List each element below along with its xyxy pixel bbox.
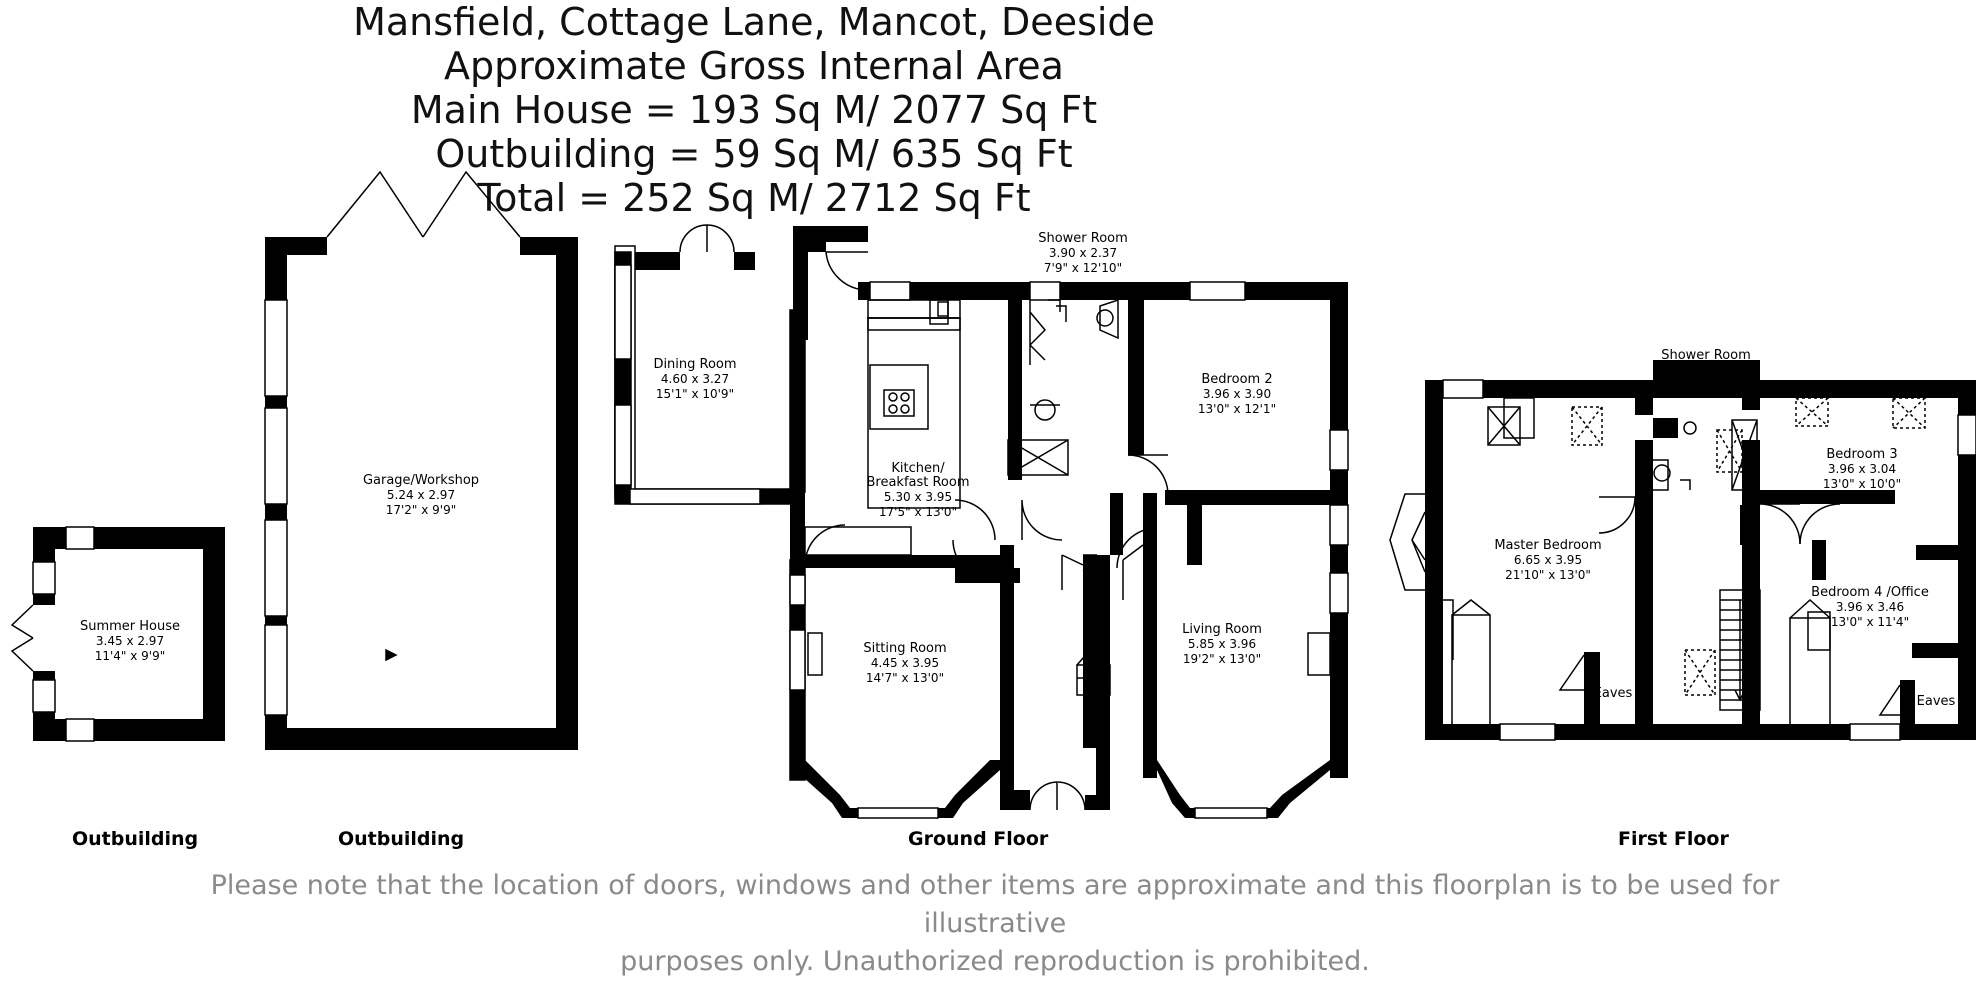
shower-ff-imperial: 7'9" x 4'11" <box>1670 378 1742 392</box>
first-floor-plan <box>1390 360 1976 740</box>
shower-gf-metric: 3.90 x 2.37 <box>1048 246 1118 260</box>
dining-name: Dining Room <box>653 357 737 372</box>
garage-metric: 5.24 x 2.97 <box>386 488 456 502</box>
bedroom4-name: Bedroom 4 /Office <box>1811 585 1929 600</box>
area-heading: Approximate Gross Internal Area <box>444 44 1064 88</box>
kitchen-name2: Breakfast Room <box>866 475 970 490</box>
bedroom4-imperial: 13'0" x 11'4" <box>1830 615 1910 629</box>
dining-imperial: 15'1" x 10'9" <box>655 387 735 401</box>
bedroom2-imperial: 13'0" x 12'1" <box>1197 402 1277 416</box>
total-area: Total = 252 Sq M/ 2712 Sq Ft <box>477 176 1031 220</box>
master-name: Master Bedroom <box>1494 538 1602 553</box>
kitchen-imperial: 17'5" x 13'0" <box>878 505 958 519</box>
kitchen-metric: 5.30 x 3.95 <box>883 490 953 504</box>
first-floor-label: First Floor <box>1618 828 1729 850</box>
sitting-imperial: 14'7" x 13'0" <box>865 671 945 685</box>
disclaimer-line-2: purposes only. Unauthorized reproduction is prohibited. <box>620 946 1370 977</box>
bedroom2-metric: 3.96 x 3.90 <box>1202 387 1272 401</box>
summer-house-imperial: 11'4" x 9'9" <box>94 649 166 663</box>
garage-imperial: 17'2" x 9'9" <box>385 503 457 517</box>
main-house-area: Main House = 193 Sq M/ 2077 Sq Ft <box>410 88 1098 132</box>
master-metric: 6.65 x 3.95 <box>1513 553 1583 567</box>
disclaimer <box>150 867 1840 981</box>
garage-name: Garage/Workshop <box>362 473 480 488</box>
kitchen-name: Kitchen/ <box>891 461 945 476</box>
sitting-name: Sitting Room <box>863 641 947 656</box>
bedroom2-name: Bedroom 2 <box>1201 372 1273 387</box>
bedroom3-metric: 3.96 x 3.04 <box>1827 462 1897 476</box>
living-imperial: 19'2" x 13'0" <box>1182 652 1262 666</box>
property-address: Mansfield, Cottage Lane, Mancot, Deeside <box>353 0 1155 44</box>
ground-floor-label: Ground Floor <box>908 828 1049 850</box>
summer-house-metric: 3.45 x 2.97 <box>95 634 165 648</box>
garage-plan <box>265 172 578 750</box>
bedroom4-metric: 3.96 x 3.46 <box>1835 600 1905 614</box>
shower-ff-name: Shower Room <box>1661 348 1751 363</box>
bedroom3-name: Bedroom 3 <box>1826 447 1898 462</box>
sitting-metric: 4.45 x 3.95 <box>870 656 940 670</box>
dining-metric: 4.60 x 3.27 <box>660 372 730 386</box>
outbuilding-area: Outbuilding = 59 Sq M/ 635 Sq Ft <box>435 132 1073 176</box>
master-imperial: 21'10" x 13'0" <box>1505 568 1591 582</box>
shower-gf-imperial: 7'9" x 12'10" <box>1043 261 1123 275</box>
outbuilding-1-label: Outbuilding <box>72 828 199 850</box>
eaves-1-label: Eaves <box>1593 686 1633 701</box>
eaves-2-label: Eaves <box>1916 694 1956 709</box>
summer-house-name: Summer House <box>79 619 181 634</box>
outbuilding-2-label: Outbuilding <box>338 828 465 850</box>
living-metric: 5.85 x 3.96 <box>1187 637 1257 651</box>
shower-gf-name: Shower Room <box>1038 231 1128 246</box>
bedroom3-imperial: 13'0" x 10'0" <box>1822 477 1902 491</box>
shower-ff-metric: 2.37 x 1.51 <box>1671 363 1741 377</box>
living-name: Living Room <box>1182 622 1262 637</box>
disclaimer-line-1: Please note that the location of doors, windows and other items are approximate and this floorplan is to be used for illustrative <box>210 870 1780 939</box>
